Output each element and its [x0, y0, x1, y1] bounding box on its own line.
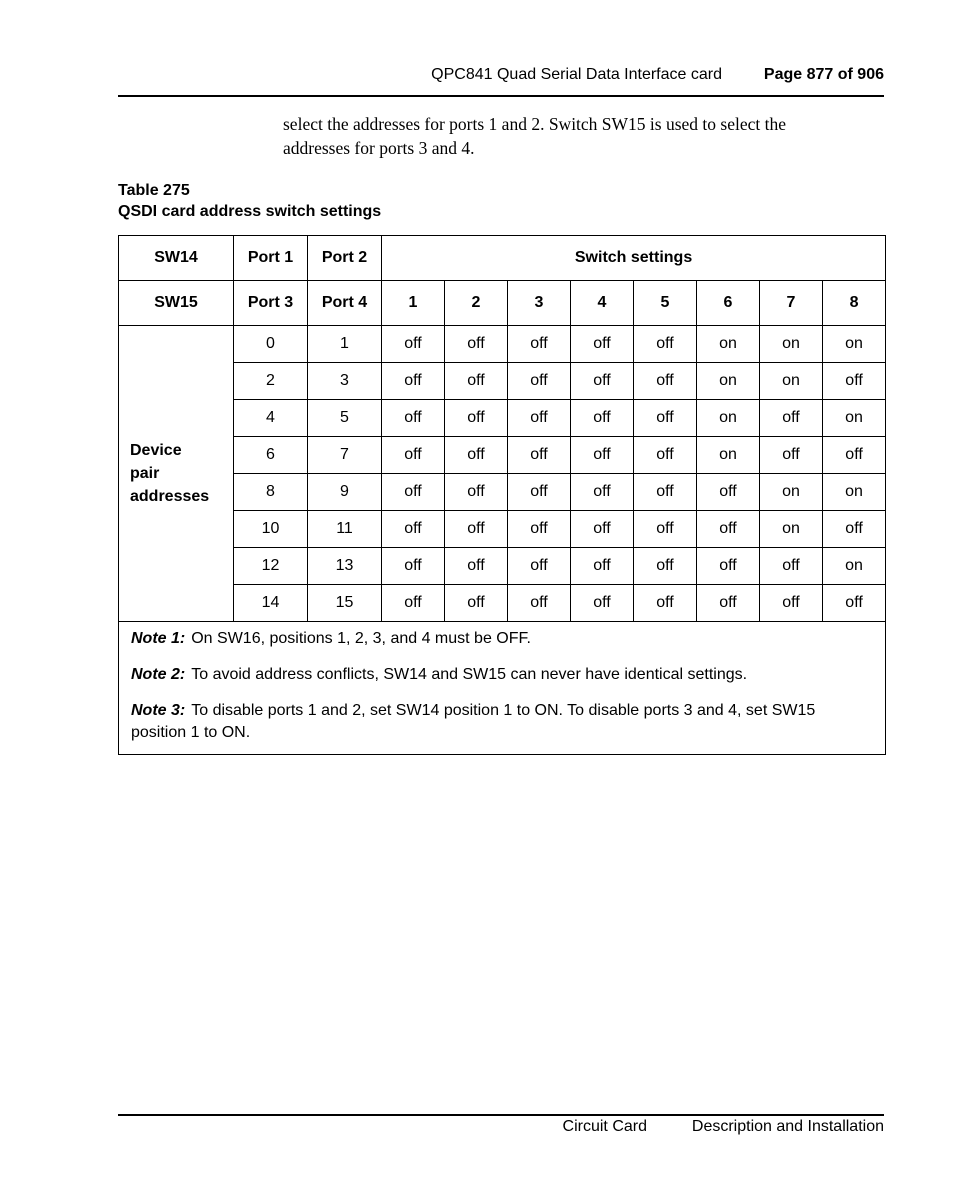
- port-address-cell: 13: [308, 548, 382, 585]
- switch-value-cell: off: [571, 585, 634, 622]
- port-address-cell: 8: [234, 474, 308, 511]
- table-row: [119, 363, 886, 400]
- switch-value-cell: off: [571, 474, 634, 511]
- switch-value-cell: off: [634, 548, 697, 585]
- row-group-label: [119, 326, 234, 622]
- switch-value-cell: off: [445, 363, 508, 400]
- header-row-sw15: [119, 281, 886, 326]
- switch-value-cell: off: [382, 363, 445, 400]
- note: [131, 664, 873, 686]
- port-address-cell: 9: [308, 474, 382, 511]
- table-title: QSDI card address switch settings: [118, 203, 382, 220]
- switch-value-cell: on: [697, 400, 760, 437]
- switch-value-cell: off: [571, 511, 634, 548]
- position-header: 7: [760, 281, 823, 326]
- row-group-label-line: addresses: [130, 488, 210, 505]
- page-header: [118, 64, 884, 86]
- switch-value-cell: off: [508, 400, 571, 437]
- switch-value-cell: off: [823, 585, 886, 622]
- table-row: [119, 548, 886, 585]
- document-title: QPC841 Quad Serial Data Interface card: [431, 66, 722, 83]
- port-address-cell: 1: [308, 326, 382, 363]
- switch-value-cell: off: [382, 326, 445, 363]
- switch-value-cell: off: [634, 511, 697, 548]
- table-row: [119, 511, 886, 548]
- table-row: [119, 474, 886, 511]
- header-cell-port4: Port 4: [308, 281, 382, 326]
- switch-value-cell: off: [445, 548, 508, 585]
- switch-value-cell: on: [823, 548, 886, 585]
- footer-left: Circuit Card: [562, 1118, 647, 1135]
- header-cell-port3: Port 3: [234, 281, 308, 326]
- switch-value-cell: on: [760, 511, 823, 548]
- port-address-cell: 3: [308, 363, 382, 400]
- switch-value-cell: off: [634, 474, 697, 511]
- table-row: [119, 585, 886, 622]
- switch-value-cell: off: [634, 400, 697, 437]
- table-row: [119, 326, 886, 363]
- footer-rule: [118, 1114, 884, 1116]
- position-header: 8: [823, 281, 886, 326]
- port-address-cell: 14: [234, 585, 308, 622]
- table-row: [119, 437, 886, 474]
- switch-value-cell: on: [760, 363, 823, 400]
- switch-value-cell: on: [697, 437, 760, 474]
- switch-value-cell: off: [571, 363, 634, 400]
- port-address-cell: 0: [234, 326, 308, 363]
- row-group-label-line: Device: [130, 442, 182, 459]
- row-group-label-line: pair: [130, 465, 160, 482]
- switch-value-cell: off: [445, 511, 508, 548]
- port-address-cell: 7: [308, 437, 382, 474]
- switch-value-cell: off: [508, 548, 571, 585]
- intro-line: select the addresses for ports 1 and 2. Switch SW15 is used to select the: [283, 114, 787, 134]
- switch-value-cell: off: [508, 511, 571, 548]
- note: [131, 628, 873, 650]
- switch-value-cell: off: [760, 548, 823, 585]
- switch-value-cell: off: [823, 363, 886, 400]
- position-header: 2: [445, 281, 508, 326]
- note-text: To avoid address conflicts, SW14 and SW15 can never have identical settings.: [191, 666, 748, 683]
- table-caption: [118, 180, 381, 222]
- switch-value-cell: off: [760, 400, 823, 437]
- switch-value-cell: off: [445, 474, 508, 511]
- switch-value-cell: off: [634, 363, 697, 400]
- switch-value-cell: off: [508, 585, 571, 622]
- table-number: Table 275: [118, 182, 190, 199]
- switch-value-cell: off: [634, 326, 697, 363]
- switch-value-cell: on: [697, 326, 760, 363]
- switch-value-cell: off: [571, 400, 634, 437]
- port-address-cell: 5: [308, 400, 382, 437]
- header-cell-port1: Port 1: [234, 236, 308, 281]
- notes-row: [119, 622, 886, 755]
- note: [131, 700, 873, 744]
- switch-value-cell: off: [571, 437, 634, 474]
- switch-value-cell: off: [382, 474, 445, 511]
- position-header: 6: [697, 281, 760, 326]
- position-header: 3: [508, 281, 571, 326]
- switch-value-cell: off: [382, 437, 445, 474]
- port-address-cell: 12: [234, 548, 308, 585]
- port-address-cell: 4: [234, 400, 308, 437]
- table-row: [119, 400, 886, 437]
- switch-value-cell: off: [382, 585, 445, 622]
- switch-value-cell: off: [697, 511, 760, 548]
- note-label: Note 1:: [131, 630, 186, 647]
- switch-value-cell: off: [508, 326, 571, 363]
- switch-value-cell: off: [508, 363, 571, 400]
- switch-value-cell: off: [508, 474, 571, 511]
- switch-value-cell: off: [508, 437, 571, 474]
- note-text: To disable ports 1 and 2, set SW14 position 1 to ON. To disable ports 3 and 4, set SW15 position 1 to ON.: [131, 702, 816, 741]
- switch-value-cell: off: [823, 511, 886, 548]
- notes-cell: [119, 622, 886, 755]
- position-header: 4: [571, 281, 634, 326]
- switch-value-cell: on: [823, 326, 886, 363]
- switch-value-cell: on: [697, 363, 760, 400]
- switch-value-cell: off: [697, 474, 760, 511]
- switch-value-cell: on: [823, 400, 886, 437]
- switch-value-cell: off: [382, 400, 445, 437]
- header-cell-sw15: SW15: [119, 281, 234, 326]
- note-label: Note 2:: [131, 666, 186, 683]
- switch-value-cell: on: [760, 326, 823, 363]
- switch-value-cell: off: [445, 585, 508, 622]
- switch-value-cell: on: [823, 474, 886, 511]
- switch-value-cell: off: [382, 511, 445, 548]
- switch-value-cell: off: [760, 437, 823, 474]
- note-text: On SW16, positions 1, 2, 3, and 4 must be OFF.: [191, 630, 531, 647]
- footer-right: Description and Installation: [691, 1118, 884, 1135]
- switch-value-cell: off: [571, 326, 634, 363]
- position-header: 1: [382, 281, 445, 326]
- intro-paragraph: [283, 112, 883, 160]
- switch-value-cell: off: [571, 548, 634, 585]
- header-row-sw14: [119, 236, 886, 281]
- port-address-cell: 6: [234, 437, 308, 474]
- switch-value-cell: off: [760, 585, 823, 622]
- header-cell-switch-settings: Switch settings: [382, 236, 886, 281]
- switch-settings-table: [118, 235, 886, 755]
- switch-value-cell: off: [697, 585, 760, 622]
- port-address-cell: 11: [308, 511, 382, 548]
- switch-value-cell: on: [760, 474, 823, 511]
- switch-value-cell: off: [445, 326, 508, 363]
- position-header: 5: [634, 281, 697, 326]
- switch-value-cell: off: [445, 437, 508, 474]
- page-number: Page 877 of 906: [763, 66, 884, 83]
- header-cell-sw14: SW14: [119, 236, 234, 281]
- header-rule: [118, 95, 884, 97]
- port-address-cell: 2: [234, 363, 308, 400]
- switch-value-cell: off: [634, 437, 697, 474]
- port-address-cell: 15: [308, 585, 382, 622]
- switch-value-cell: off: [445, 400, 508, 437]
- switch-value-cell: off: [823, 437, 886, 474]
- page-footer: [118, 1118, 884, 1140]
- switch-value-cell: off: [634, 585, 697, 622]
- header-cell-port2: Port 2: [308, 236, 382, 281]
- port-address-cell: 10: [234, 511, 308, 548]
- note-label: Note 3:: [131, 702, 186, 719]
- switch-value-cell: off: [697, 548, 760, 585]
- switch-value-cell: off: [382, 548, 445, 585]
- intro-line: addresses for ports 3 and 4.: [283, 138, 475, 158]
